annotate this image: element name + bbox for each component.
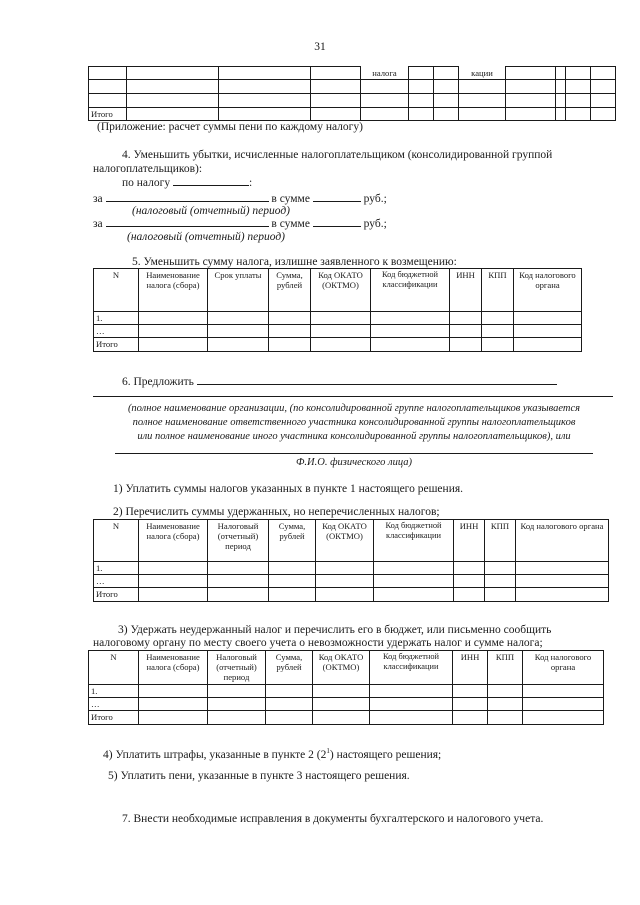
- col-header: Сумма, рублей: [266, 651, 313, 685]
- section5-title: 5. Уменьшить сумму налога, излишне заявленного к возмещению:: [132, 256, 457, 268]
- item4: [103, 744, 441, 762]
- row-label: 1.: [94, 312, 139, 325]
- table-item2: [93, 519, 609, 602]
- section6-title-line: [122, 374, 557, 389]
- item2: 2) Перечислить суммы удержанных, но неперечисленных налогов;: [113, 506, 440, 518]
- sum-blank[interactable]: [313, 191, 361, 202]
- by-tax-line: по налогу :: [122, 177, 253, 189]
- item4-end: ) настоящего решения;: [329, 748, 442, 761]
- row-label: Итого: [94, 338, 139, 352]
- fio-caption: Ф.И.О. физического лица): [295, 457, 413, 468]
- col-header: Налоговый (отчетный) период: [208, 520, 269, 562]
- col-header: Налоговый (отчетный) период: [208, 651, 266, 685]
- rub-label: руб.;: [363, 218, 387, 230]
- col-header: Наименование налога (сбора): [139, 520, 208, 562]
- col-header: Код бюджетной классификации: [371, 269, 450, 312]
- section7-text: 7. Внести необходимые исправления в документы бухгалтерского и налогового учета.: [122, 813, 544, 825]
- row-label: …: [89, 698, 139, 711]
- col-header: Код налогового органа: [516, 520, 609, 562]
- page-number: 31: [314, 41, 326, 53]
- section5-table: [93, 268, 582, 352]
- col-header: N: [94, 269, 139, 312]
- top-table-header-fragment: кации: [459, 67, 506, 80]
- col-header: КПП: [482, 269, 514, 312]
- za-label: за: [93, 193, 103, 205]
- col-header: ИНН: [453, 651, 488, 685]
- item4-superscript: 1: [326, 747, 330, 755]
- row-label: Итого: [94, 588, 139, 602]
- period-blank[interactable]: [106, 191, 269, 202]
- col-header: Сумма, рублей: [269, 520, 316, 562]
- col-header: Код ОКАТО (ОКТМО): [316, 520, 374, 562]
- item3-line2: налоговому органу по месту своего учета о невозможности удержать налог и сумме налога;: [93, 637, 543, 649]
- section6-note-line1: (полное наименование организации, (по консолидированной группе налогоплательщиков указывается: [127, 403, 581, 414]
- col-header: Наименование налога (сбора): [139, 269, 208, 312]
- organization-blank[interactable]: [197, 374, 557, 385]
- col-header: N: [94, 520, 139, 562]
- table-item3: [88, 650, 604, 725]
- col-header: Сумма, рублей: [269, 269, 311, 312]
- tax-name-blank[interactable]: [173, 175, 249, 186]
- za-line-2: [93, 216, 387, 231]
- col-header: Код бюджетной классификации: [374, 520, 454, 562]
- row-label: …: [94, 575, 139, 588]
- section4-title-line1: 4. Уменьшить убытки, исчисленные налогоплательщиком (консолидированной группой: [122, 149, 553, 161]
- sum-blank[interactable]: [313, 216, 361, 227]
- col-header: ИНН: [454, 520, 485, 562]
- item3-line1: 3) Удержать неудержанный налог и перечислить его в бюджет, или письменно сообщить: [118, 624, 552, 636]
- period-blank[interactable]: [106, 216, 269, 227]
- section6-note-line2: полное наименование ответственного участника консолидированной группы налогоплательщиков: [132, 417, 576, 428]
- top-table-total-label: Итого: [89, 108, 127, 121]
- col-header: КПП: [488, 651, 523, 685]
- row-label: 1.: [89, 685, 139, 698]
- col-header: Код налогового органа: [514, 269, 582, 312]
- row-label: 1.: [94, 562, 139, 575]
- section6-note-line3: или полное наименование иного участника консолидированной группы налогоплательщиков), или: [137, 431, 571, 442]
- section6-title: 6. Предложить: [122, 376, 194, 388]
- in-sum-label: в сумме: [271, 218, 310, 230]
- row-label: …: [94, 325, 139, 338]
- col-header: Код налогового органа: [523, 651, 604, 685]
- item5: 5) Уплатить пени, указанные в пункте 3 настоящего решения.: [108, 770, 410, 782]
- col-header: ИНН: [450, 269, 482, 312]
- row-label: Итого: [89, 711, 139, 725]
- item1: 1) Уплатить суммы налогов указанных в пункте 1 настоящего решения.: [113, 483, 464, 495]
- col-header: Наименование налога (сбора): [139, 651, 208, 685]
- col-header: N: [89, 651, 139, 685]
- col-header: Код бюджетной классификации: [370, 651, 453, 685]
- organization-blank-line[interactable]: [93, 396, 613, 397]
- period-caption: (налоговый (отчетный) период): [127, 231, 286, 243]
- appendix-note: (Приложение: расчет суммы пени по каждому налогу): [97, 121, 363, 133]
- in-sum-label: в сумме: [271, 193, 310, 205]
- top-partial-table: [88, 66, 616, 121]
- period-caption: (налоговый (отчетный) период): [132, 205, 291, 217]
- by-tax-label: по налогу: [122, 177, 171, 189]
- col-header: Код ОКАТО (ОКТМО): [313, 651, 370, 685]
- top-table-header-fragment: налога: [361, 67, 409, 80]
- item4-text: 4) Уплатить штрафы, указанные в пункте 2 (2: [103, 748, 327, 761]
- fio-blank-line[interactable]: [115, 453, 593, 454]
- col-header: Срок уплаты: [208, 269, 269, 312]
- section4-title-line2: налогоплательщиков):: [93, 163, 203, 175]
- col-header: Код ОКАТО (ОКТМО): [311, 269, 371, 312]
- col-header: КПП: [485, 520, 516, 562]
- rub-label: руб.;: [363, 193, 387, 205]
- za-label: за: [93, 218, 103, 230]
